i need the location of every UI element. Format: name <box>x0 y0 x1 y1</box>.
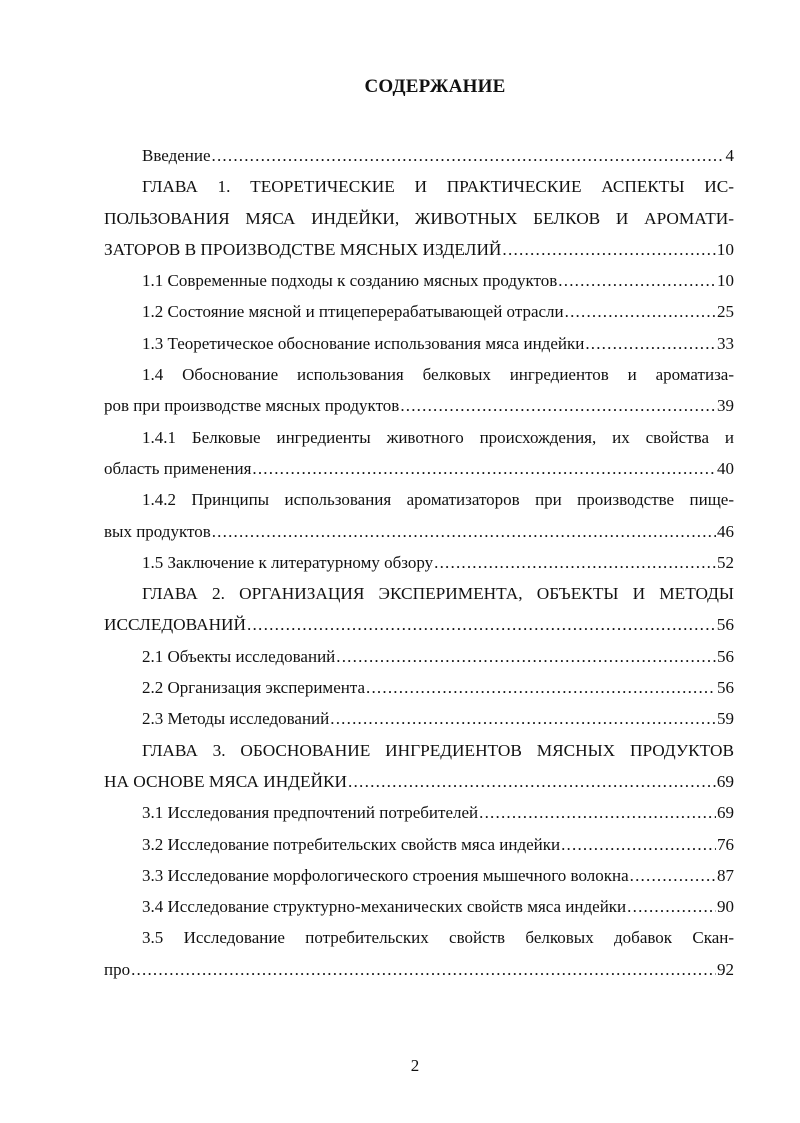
dot-leader <box>630 860 716 891</box>
toc-entry-3-5-line-2 <box>104 954 734 985</box>
dot-leader <box>212 516 716 547</box>
toc-page-number: 59 <box>717 709 734 729</box>
toc-entry-chapter-2-line-1: ГЛАВА 2. ОРГАНИЗАЦИЯ ЭКСПЕРИМЕНТА, ОБЪЕКТЫ И МЕТОДЫ <box>142 584 734 604</box>
toc-page-number: 76 <box>717 834 734 854</box>
toc-entry-1-4-2-line-2 <box>104 516 734 547</box>
toc-entry-text: 2.1 Объекты исследований <box>142 646 336 666</box>
dot-leader <box>565 296 716 327</box>
toc-entry-1-4-1-line-2 <box>104 453 734 484</box>
toc-entry-chapter-3-line-2 <box>104 766 734 797</box>
toc-entry-text: 1.2 Состояние мясной и птицеперерабатывающей отрасли <box>142 302 564 322</box>
toc-page-number: 46 <box>717 521 734 541</box>
toc-page-number: 10 <box>716 239 734 259</box>
dot-leader <box>348 766 716 797</box>
toc-entry-chapter-1-line-3 <box>104 234 734 265</box>
toc-entry-3-2 <box>104 829 734 860</box>
toc-page-number: 87 <box>717 865 734 885</box>
toc-entry-1-4-2-line-1: 1.4.2 Принципы использования ароматизаторов при производстве пище- <box>142 490 734 510</box>
toc-entry-1-5 <box>104 547 734 578</box>
toc-entry-text: вых продуктов <box>104 521 211 541</box>
dot-leader <box>434 547 716 578</box>
toc-entry-text: 3.4 Исследование структурно-механических свойств мяса индейки <box>142 897 627 917</box>
toc-entry-1-4-line-2 <box>104 390 734 421</box>
dot-leader <box>585 328 716 359</box>
toc-page-number: 56 <box>716 615 734 635</box>
toc-entry-text: ЗАТОРОВ В ПРОИЗВОДСТВЕ МЯСНЫХ ИЗДЕЛИЙ <box>104 239 502 259</box>
toc-entry-introduction <box>104 140 734 171</box>
table-of-contents <box>104 140 734 985</box>
toc-entry-text: 1.1 Современные подходы к созданию мясных продуктов <box>142 271 558 291</box>
page-number: 2 <box>410 1056 420 1075</box>
toc-entry-2-2 <box>104 672 734 703</box>
dot-leader <box>479 797 716 828</box>
toc-entry-2-3 <box>104 703 734 734</box>
toc-entry-text: 3.1 Исследования предпочтений потребителей <box>142 803 479 823</box>
toc-entry-text: ров при производстве мясных продуктов <box>104 396 400 416</box>
toc-entry-text: НА ОСНОВЕ МЯСА ИНДЕЙКИ <box>104 771 348 791</box>
toc-page-number: 10 <box>717 271 734 291</box>
dot-leader <box>502 234 715 265</box>
toc-page-number: 90 <box>717 897 734 917</box>
toc-page-number: 92 <box>717 959 734 979</box>
toc-entry-2-1 <box>104 641 734 672</box>
toc-page-number: 40 <box>717 458 734 478</box>
toc-page-number: 4 <box>725 146 734 165</box>
toc-entry-3-5-line-1: 3.5 Исследование потребительских свойств белковых добавок Скан- <box>142 928 734 948</box>
toc-entry-1-3 <box>104 328 734 359</box>
toc-entry-chapter-2-line-2 <box>104 609 734 640</box>
toc-page-number: 56 <box>717 646 734 666</box>
dot-leader <box>558 265 716 296</box>
toc-entry-text: про <box>104 959 131 979</box>
dot-leader <box>366 672 716 703</box>
toc-entry-chapter-1-line-1: ГЛАВА 1. ТЕОРЕТИЧЕСКИЕ И ПРАКТИЧЕСКИЕ АСПЕКТЫ ИС- <box>142 177 734 197</box>
toc-page-number: 33 <box>717 333 734 353</box>
toc-entry-text: 2.3 Методы исследований <box>142 709 330 729</box>
dot-leader <box>252 453 716 484</box>
toc-entry-text: 1.3 Теоретическое обоснование использования мяса индейки <box>142 333 585 353</box>
dot-leader <box>627 891 716 922</box>
toc-entry-chapter-1-line-2: ПОЛЬЗОВАНИЯ МЯСА ИНДЕЙКИ, ЖИВОТНЫХ БЕЛКОВ И АРОМАТИ- <box>104 208 734 228</box>
toc-title: СОДЕРЖАНИЕ <box>364 76 506 97</box>
toc-entry-3-1 <box>104 797 734 828</box>
toc-page-number: 69 <box>716 771 734 791</box>
toc-entry-text: 2.2 Организация эксперимента <box>142 678 366 698</box>
dot-leader <box>212 140 725 171</box>
dot-leader <box>330 703 716 734</box>
dot-leader <box>336 641 716 672</box>
toc-page-number: 52 <box>717 552 734 572</box>
dot-leader <box>561 829 716 860</box>
dot-leader <box>131 954 716 985</box>
toc-entry-1-1 <box>104 265 734 296</box>
toc-page-number: 69 <box>717 803 734 823</box>
toc-entry-1-4-line-1: 1.4 Обоснование использования белковых ингредиентов и ароматиза- <box>142 365 734 385</box>
toc-entry-text: 3.2 Исследование потребительских свойств мяса индейки <box>142 834 561 854</box>
toc-entry-3-4 <box>104 891 734 922</box>
toc-entry-3-3 <box>104 860 734 891</box>
toc-entry-text: 3.3 Исследование морфологического строения мышечного волокна <box>142 865 629 885</box>
toc-entry-chapter-3-line-1: ГЛАВА 3. ОБОСНОВАНИЕ ИНГРЕДИЕНТОВ МЯСНЫХ ПРОДУКТОВ <box>142 740 734 760</box>
dot-leader <box>400 390 716 421</box>
toc-entry-text: область применения <box>104 458 252 478</box>
toc-entry-text: Введение <box>142 146 211 165</box>
toc-entry-text: 1.5 Заключение к литературному обзору <box>142 552 434 572</box>
toc-entry-1-4-1-line-1: 1.4.1 Белковые ингредиенты животного происхождения, их свойства и <box>142 427 734 447</box>
dot-leader <box>247 609 716 640</box>
toc-page-number: 25 <box>717 302 734 322</box>
toc-entry-text: ИССЛЕДОВАНИЙ <box>104 615 247 635</box>
toc-page-number: 56 <box>717 678 734 698</box>
toc-entry-1-2 <box>104 296 734 327</box>
toc-page-number: 39 <box>717 396 734 416</box>
